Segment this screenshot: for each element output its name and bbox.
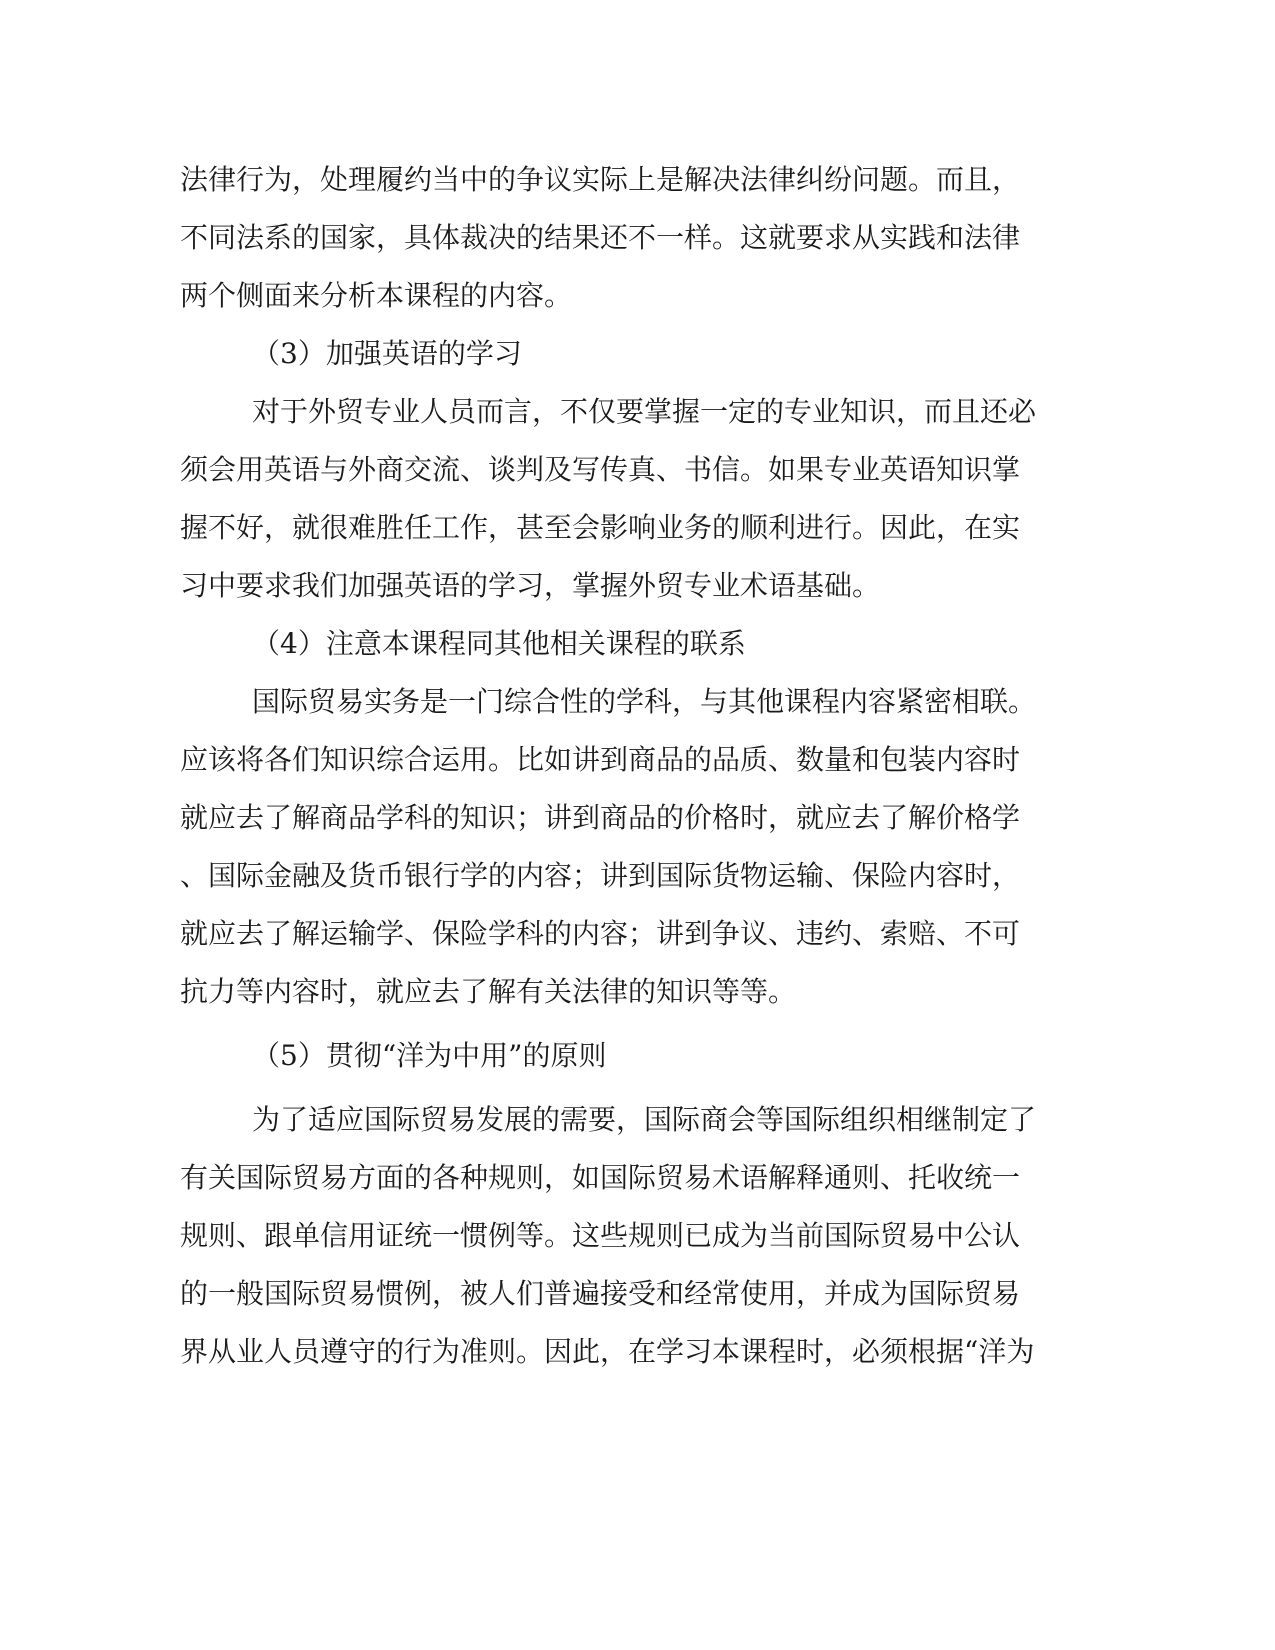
text-line: 应该将各们知识综合运用。比如讲到商品的品质、数量和包装内容时 (180, 743, 1021, 776)
text-line: 须会用英语与外商交流、谈判及写传真、书信。如果专业英语知识掌 (180, 453, 1021, 486)
text-line: 法律行为，处理履约当中的争议实际上是解决法律纠纷问题。而且， (180, 163, 1021, 196)
text-line: 、国际金融及货币银行学的内容；讲到国际货物运输、保险内容时， (180, 859, 1021, 892)
text-line: 习中要求我们加强英语的学习，掌握外贸专业术语基础。 (180, 569, 881, 602)
text-line: 国际贸易实务是一门综合性的学科，与其他课程内容紧密相联。 (252, 685, 1037, 718)
section-heading: （3）加强英语的学习 (252, 337, 522, 370)
text-line: 界从业人员遵守的行为准则。因此，在学习本课程时，必须根据“洋为 (180, 1335, 1035, 1368)
section-heading: （5）贯彻“洋为中用”的原则 (252, 1039, 607, 1072)
text-line: 握不好，就很难胜任工作，甚至会影响业务的顺利进行。因此，在实 (180, 511, 1021, 544)
text-line: 两个侧面来分析本课程的内容。 (180, 279, 573, 312)
text-line: 就应去了解运输学、保险学科的内容；讲到争议、违约、索赔、不可 (180, 917, 1021, 950)
text-line: 有关国际贸易方面的各种规则，如国际贸易术语解释通则、托收统一 (180, 1161, 1021, 1194)
text-line: 为了适应国际贸易发展的需要，国际商会等国际组织相继制定了 (252, 1103, 1037, 1136)
text-line: 就应去了解商品学科的知识；讲到商品的价格时，就应去了解价格学 (180, 801, 1021, 834)
text-line: 对于外贸专业人员而言，不仅要掌握一定的专业知识，而且还必 (252, 395, 1037, 428)
text-line: 不同法系的国家，具体裁决的结果还不一样。这就要求从实践和法律 (180, 221, 1021, 254)
text-line: 规则、跟单信用证统一惯例等。这些规则已成为当前国际贸易中公认 (180, 1219, 1021, 1252)
text-line: 抗力等内容时，就应去了解有关法律的知识等等。 (180, 975, 797, 1008)
section-heading: （4）注意本课程同其他相关课程的联系 (252, 627, 746, 660)
text-line: 的一般国际贸易惯例，被人们普遍接受和经常使用，并成为国际贸易 (180, 1277, 1021, 1310)
